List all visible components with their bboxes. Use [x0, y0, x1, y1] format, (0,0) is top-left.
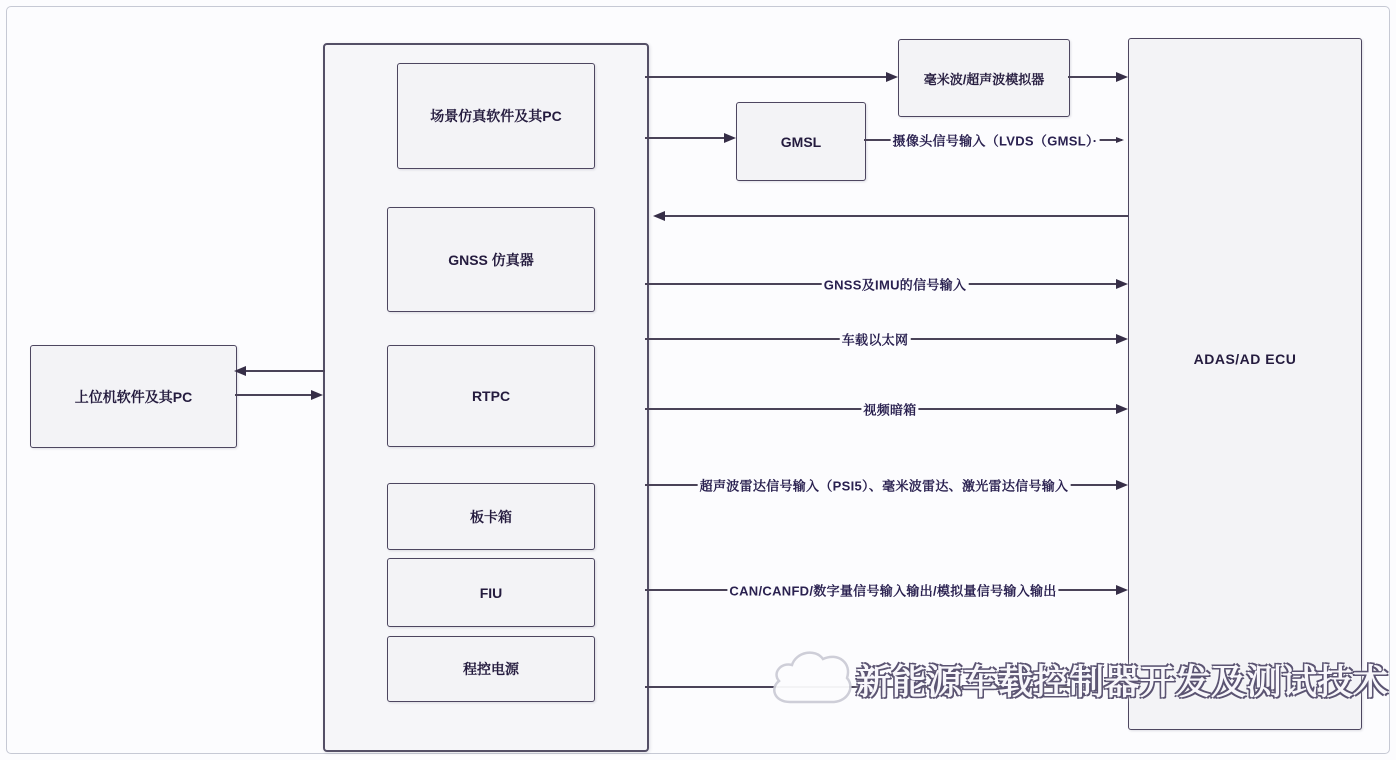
host-to-rack-line	[235, 394, 311, 396]
gnss-simulator-box	[387, 207, 595, 312]
arrowhead-video-box	[1116, 404, 1128, 414]
arrowhead-radar-signals	[1116, 480, 1128, 490]
mmwave-ultrasonic-simulator-label: 毫米波/超声波模拟器	[923, 71, 1045, 87]
watermark	[768, 645, 1389, 715]
rack-to-mmwave-line	[645, 76, 888, 78]
scene-simulation-pc-box	[397, 63, 595, 169]
board-card-label: 板卡箱	[470, 508, 512, 525]
rack-to-gmsl-line	[645, 137, 725, 139]
programmable-power-label: 程控电源	[463, 661, 519, 677]
ecu-to-rack-line	[663, 215, 1128, 217]
gmsl-label: GMSL	[780, 133, 822, 150]
mmwave-to-ecu-line	[1068, 76, 1118, 78]
gnss-imu-label: GNSS及IMU的信号输入	[822, 275, 969, 294]
arrowhead-gnss-imu	[1116, 279, 1128, 289]
rtpc-label: RTPC	[471, 388, 511, 404]
watermark-logo-icon	[768, 645, 856, 715]
fiu-box	[387, 558, 595, 627]
arrowhead-camera-signal	[1116, 137, 1124, 143]
mmwave-ultrasonic-simulator-box	[898, 39, 1070, 117]
rack-to-host-line	[246, 370, 325, 372]
arrowhead-ethernet	[1116, 334, 1128, 344]
arrowhead-can-io	[1116, 585, 1128, 595]
arrowhead-into-host	[234, 366, 246, 376]
video-box-label: 视频暗箱	[861, 400, 918, 419]
adas-ecu-box	[1128, 38, 1362, 730]
gmsl-box	[736, 102, 866, 181]
arrowhead-into-rack-left	[311, 390, 323, 400]
host-pc-box	[30, 345, 237, 448]
host-pc-label: 上位机软件及其PC	[74, 388, 193, 405]
fiu-label: FIU	[479, 584, 503, 601]
arrowhead-into-rack	[653, 211, 665, 221]
can-io-label: CAN/CANFD/数字量信号输入输出/模拟量信号输入输出	[727, 581, 1058, 600]
radar-signals-label: 超声波雷达信号输入（PSI5）、毫米波雷达、激光雷达信号输入	[698, 476, 1071, 495]
programmable-power-box	[387, 636, 595, 702]
adas-ecu-label: ADAS/AD ECU	[1193, 351, 1297, 367]
ethernet-label: 车载以太网	[840, 330, 911, 349]
arrowhead-into-ecu-top	[1116, 72, 1128, 82]
scene-simulation-pc-label: 场景仿真软件及其PC	[430, 108, 562, 124]
arrowhead-into-mmwave	[886, 72, 898, 82]
watermark-text: 新能源车载控制器开发及测试技术	[856, 663, 1389, 702]
gnss-simulator-label: GNSS 仿真器	[448, 251, 534, 268]
camera-signal-label: 摄像头信号输入（LVDS（GMSL）·	[891, 131, 1100, 150]
board-card-box	[387, 483, 595, 550]
arrowhead-into-gmsl	[724, 133, 736, 143]
rtpc-box	[387, 345, 595, 447]
